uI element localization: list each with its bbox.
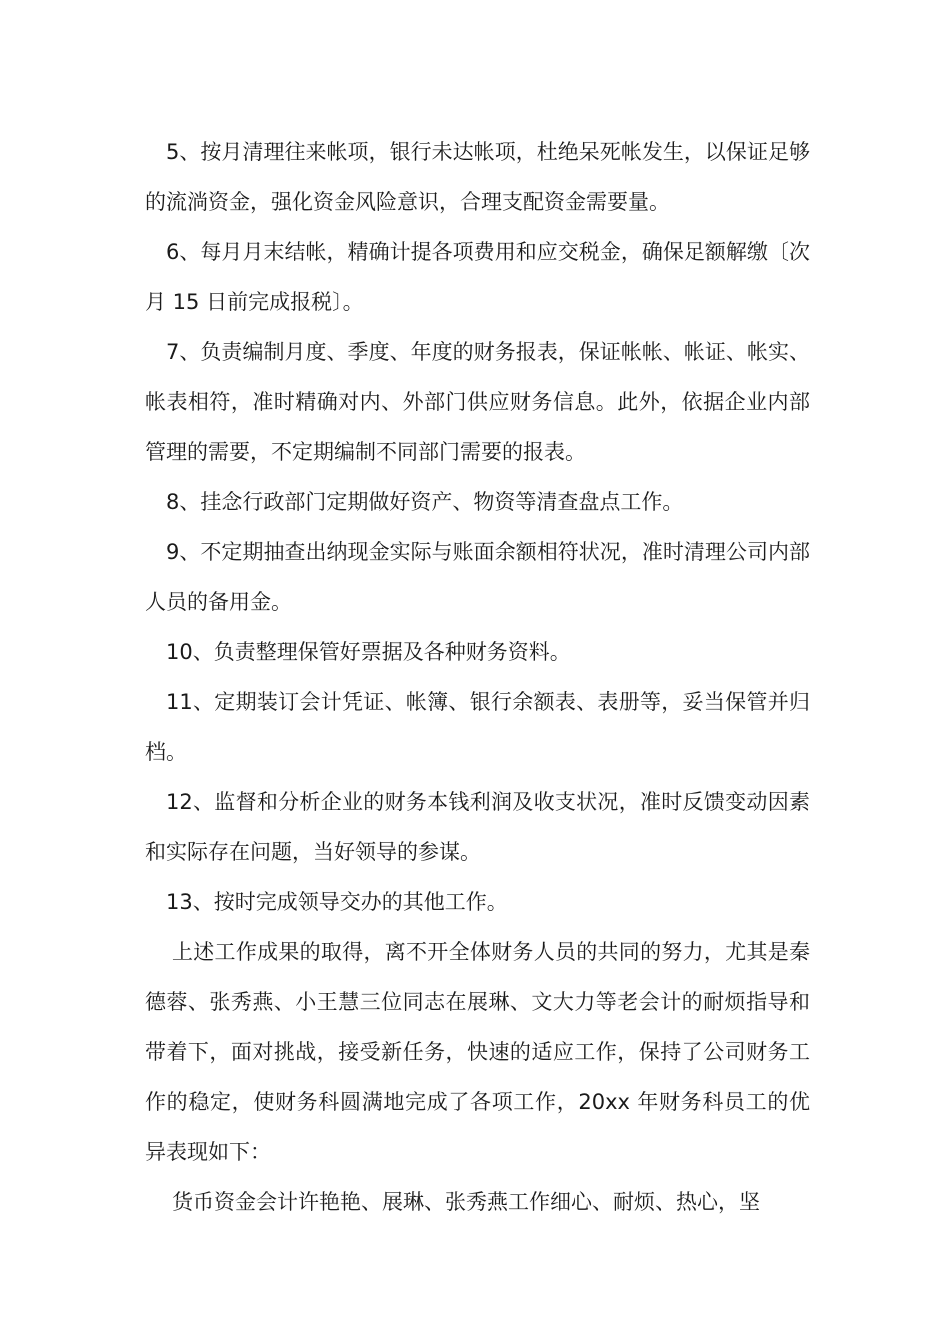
paragraph-item-10: 10、负责整理保管好票据及各种财务资料。 — [166, 640, 571, 664]
paragraph-item-6: 6、每月月末结帐，精确计提各项费用和应交税金，确保足额解缴〔次月 15 日前完成报税〕。 — [145, 240, 810, 314]
paragraph-item-8: 8、挂念行政部门定期做好资产、物资等清查盘点工作。 — [166, 490, 684, 514]
summary-paragraph: 上述工作成果的取得，离不开全体财务人员的共同的努力，尤其是秦德蓉、张秀燕、小王慧三位同志在展琳、文大力等老会计的耐烦指导和带着下，面对挑战，接受新任务，快速的适应工作，保持了公司财务工作的稳定，使财务科圆满地完成了各项工作，20xx 年财务科员工的优异表现如下： — [145, 940, 810, 1164]
paragraph-item-9: 9、不定期抽查出纳现金实际与账面余额相符状况，准时清理公司内部人员的备用金。 — [145, 540, 810, 614]
paragraph-item-11: 11、定期装订会计凭证、帐簿、银行余额表、表册等，妥当保管并归档。 — [145, 690, 810, 764]
paragraph-item-13: 13、按时完成领导交办的其他工作。 — [166, 890, 508, 914]
paragraph-item-12: 12、监督和分析企业的财务本钱利润及收支状况，准时反馈变动因素和实际存在问题，当好领导的参谋。 — [145, 790, 810, 864]
paragraph-item-5: 5、按月清理往来帐项，银行未达帐项，杜绝呆死帐发生，以保证足够的流淌资金，强化资金风险意识，合理支配资金需要量。 — [145, 140, 810, 214]
paragraph-item-7: 7、负责编制月度、季度、年度的财务报表，保证帐帐、帐证、帐实、帐表相符，准时精确对内、外部门供应财务信息。此外，依据企业内部管理的需要，不定期编制不同部门需要的报表。 — [145, 340, 810, 464]
document-body — [145, 127, 810, 1227]
staff-performance-paragraph: 货币资金会计许艳艳、展琳、张秀燕工作细心、耐烦、热心，坚 — [172, 1190, 760, 1214]
